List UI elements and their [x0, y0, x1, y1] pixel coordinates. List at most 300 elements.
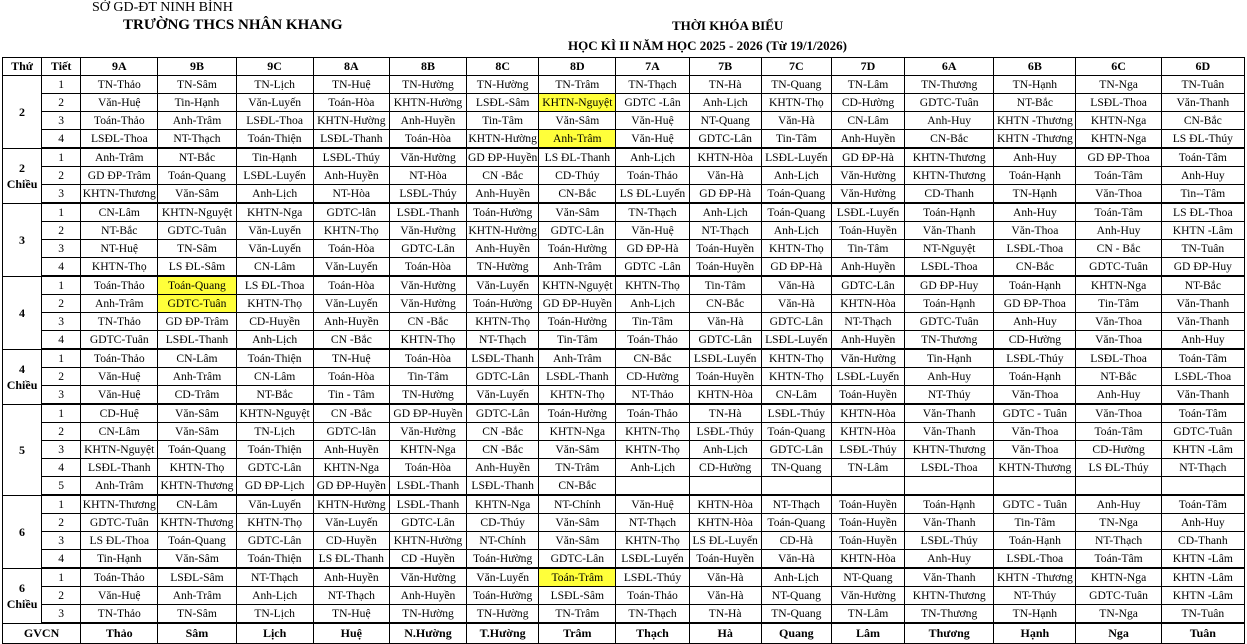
lesson-cell: Toán-Tâm: [1076, 550, 1161, 569]
lesson-cell: Anh-Lịch: [689, 441, 761, 459]
lesson-cell: CN-Lâm: [236, 258, 313, 277]
lesson-cell: Toán-Hường: [467, 587, 539, 605]
lesson-cell: CD-Hường: [994, 331, 1076, 350]
lesson-cell: Tin-Tâm: [467, 112, 539, 130]
lesson-cell: Toán-Hường: [539, 313, 616, 331]
lesson-cell: LSĐL-Luyến: [831, 368, 904, 386]
lesson-cell: KHTN-Hòa: [689, 148, 761, 167]
period-cell: 1: [42, 148, 81, 167]
period-cell: 3: [42, 313, 81, 331]
lesson-cell: GDTC-Tuân: [158, 295, 236, 313]
lesson-cell: Toán-Thảo: [81, 276, 158, 295]
lesson-cell: LS ĐL-Thoa: [236, 276, 313, 295]
lesson-cell: Anh-Huy: [994, 203, 1076, 222]
timetable-grid: [2, 57, 1245, 644]
lesson-cell: Văn-Huệ: [616, 222, 689, 240]
lesson-cell: Toán-Thảo: [616, 587, 689, 605]
department-name: SỞ GD-ĐT NINH BÌNH: [92, 0, 233, 15]
table-row: [3, 587, 1245, 605]
lesson-cell: Văn-Luyến: [236, 222, 313, 240]
table-row: [3, 404, 1245, 423]
lesson-cell: GD ĐP-Huyền: [539, 295, 616, 313]
lesson-cell: TN-Quang: [761, 605, 831, 624]
lesson-cell: Toán-Tâm: [1161, 349, 1244, 368]
lesson-cell: LSĐL-Thoa: [994, 240, 1076, 258]
lesson-cell: Anh-Huyền: [313, 568, 389, 587]
lesson-cell: Tin-Hạnh: [905, 349, 994, 368]
lesson-cell: Anh-Huyền: [313, 441, 389, 459]
table-row: [3, 148, 1245, 167]
lesson-cell: Toán-Thảo: [616, 404, 689, 423]
lesson-cell: Tin-Hạnh: [236, 148, 313, 167]
lesson-cell: Văn-Sâm: [158, 185, 236, 204]
period-cell: 2: [42, 295, 81, 313]
lesson-cell: LSĐL-Thúy: [616, 568, 689, 587]
lesson-cell: Toán-Quang: [761, 185, 831, 204]
period-cell: 2: [42, 222, 81, 240]
lesson-cell: Toán-Hường: [467, 295, 539, 313]
lesson-cell: Văn-Luyến: [313, 295, 389, 313]
lesson-cell: TN-Tuân: [1161, 76, 1244, 94]
lesson-cell: Văn-Sâm: [539, 203, 616, 222]
lesson-cell: KHTN-Thương: [81, 185, 158, 204]
lesson-cell: Anh-Lịch: [616, 295, 689, 313]
lesson-cell: NT-Chính: [539, 495, 616, 514]
lesson-cell: Văn-Hà: [761, 112, 831, 130]
lesson-cell: KHTN-Hòa: [831, 404, 904, 423]
lesson-cell: LS ĐL-Sâm: [158, 258, 236, 277]
lesson-cell: Văn-Hường: [831, 185, 904, 204]
period-cell: 3: [42, 441, 81, 459]
table-row: [3, 331, 1245, 350]
day-label: 5: [19, 442, 26, 457]
lesson-cell: TN-Nga: [1076, 76, 1161, 94]
lesson-cell: LSĐL-Sâm: [158, 568, 236, 587]
lesson-cell: Văn-Huệ: [81, 94, 158, 112]
lesson-cell: NT-Nguyệt: [905, 240, 994, 258]
lesson-cell: Anh-Huy: [1076, 495, 1161, 514]
lesson-cell: Văn-Thanh: [905, 222, 994, 240]
lesson-cell: TN-Hường: [467, 605, 539, 624]
lesson-cell: Anh-Lịch: [616, 148, 689, 167]
lesson-cell: KHTN-Thọ: [616, 423, 689, 441]
lesson-cell: LSĐL-Thoa: [236, 112, 313, 130]
homeroom-teacher: Hạnh: [994, 623, 1076, 644]
lesson-cell: KHTN-Thương: [905, 441, 994, 459]
homeroom-teacher: Tuân: [1161, 623, 1244, 644]
session-label: Chiều: [6, 176, 38, 191]
lesson-cell: LS ĐL-Thoa: [81, 532, 158, 550]
lesson-cell: [905, 477, 994, 496]
lesson-cell: LSĐL-Thoa: [994, 550, 1076, 569]
lesson-cell: GDTC-Lân: [761, 441, 831, 459]
lesson-cell: CN-Bắc: [616, 349, 689, 368]
lesson-cell: GDTC-Lân: [236, 459, 313, 477]
lesson-cell: Văn-Huệ: [81, 386, 158, 405]
period-cell: 4: [42, 459, 81, 477]
lesson-cell: Toán-Hường: [539, 240, 616, 258]
lesson-cell: CD-Thanh: [1161, 532, 1244, 550]
lesson-cell: Văn-Luyến: [467, 276, 539, 295]
lesson-cell: CN -Bắc: [467, 423, 539, 441]
lesson-cell: [1161, 477, 1244, 496]
lesson-cell: Anh-Huy: [1161, 331, 1244, 350]
lesson-cell: Toán-Tâm: [1076, 423, 1161, 441]
lesson-cell: KHTN-Nga: [1076, 130, 1161, 149]
lesson-cell: Toán-Hường: [467, 203, 539, 222]
lesson-cell: CD-Trâm: [158, 386, 236, 405]
lesson-cell: Toán-Thiện: [236, 130, 313, 149]
table-row: [3, 605, 1245, 624]
table-row: [3, 185, 1245, 204]
lesson-cell: LS ĐL-Thúy: [1161, 130, 1244, 149]
lesson-cell: KHTN-Thọ: [761, 349, 831, 368]
lesson-cell: LSĐL-Thanh: [539, 368, 616, 386]
header-class-7a: 7A: [616, 58, 689, 76]
lesson-cell: LSĐL-Luyến: [831, 203, 904, 222]
table-row: [3, 459, 1245, 477]
lesson-cell: NT-Thạch: [831, 313, 904, 331]
header-class-6c: 6C: [1076, 58, 1161, 76]
lesson-cell: TN-Tuân: [1161, 605, 1244, 624]
lesson-cell: LSĐL-Thanh: [467, 349, 539, 368]
lesson-cell: KHTN-Thọ: [158, 459, 236, 477]
lesson-cell: KHTN-Thương: [158, 477, 236, 496]
lesson-cell: Toán-Quang: [158, 532, 236, 550]
lesson-cell: LSĐL-Thanh: [81, 459, 158, 477]
lesson-cell: Anh-Lịch: [616, 459, 689, 477]
lesson-cell: Văn-Hà: [761, 295, 831, 313]
period-cell: 2: [42, 514, 81, 532]
lesson-cell: Anh-Trâm: [81, 295, 158, 313]
lesson-cell: KHTN-Hường: [313, 112, 389, 130]
lesson-cell: NT-Bắc: [81, 222, 158, 240]
lesson-cell: TN-Hạnh: [994, 185, 1076, 204]
lesson-cell: KHTN-Thương: [905, 148, 994, 167]
lesson-cell: NT-Bắc: [1076, 368, 1161, 386]
lesson-cell: Toán-Quang: [761, 423, 831, 441]
day-cell: [3, 568, 42, 623]
lesson-cell: NT-Bắc: [1161, 276, 1244, 295]
lesson-cell: Văn-Sâm: [158, 404, 236, 423]
lesson-cell: GDTC-Lân: [389, 514, 466, 532]
timetable-title: THỜI KHÓA BIỂU: [672, 18, 784, 33]
table-row: [3, 130, 1245, 149]
lesson-cell: TN-Sâm: [158, 240, 236, 258]
lesson-cell: NT-Thúy: [905, 386, 994, 405]
header-class-6a: 6A: [905, 58, 994, 76]
period-cell: 2: [42, 94, 81, 112]
lesson-cell: TN-Thảo: [81, 605, 158, 624]
lesson-cell: Toán-Hòa: [389, 130, 466, 149]
lesson-cell: Anh-Trâm: [81, 148, 158, 167]
lesson-cell: GDTC-Lân: [689, 130, 761, 149]
lesson-cell: Tin-Tâm: [761, 130, 831, 149]
lesson-cell: CN - Bắc: [1076, 240, 1161, 258]
lesson-cell: Văn-Thanh: [1161, 295, 1244, 313]
lesson-cell: KHTN-Thương: [158, 514, 236, 532]
lesson-cell: TN-Thạch: [616, 605, 689, 624]
lesson-cell: KHTN-Thọ: [467, 313, 539, 331]
table-row: [3, 313, 1245, 331]
lesson-cell: Toán-Hường: [467, 550, 539, 569]
period-cell: 3: [42, 112, 81, 130]
lesson-cell: Toán-Hòa: [313, 94, 389, 112]
lesson-cell: LSĐL-Luyến: [236, 167, 313, 185]
period-cell: 1: [42, 568, 81, 587]
lesson-cell: Văn-Thoa: [1076, 404, 1161, 423]
lesson-cell: GDTC-Tuân: [1161, 423, 1244, 441]
lesson-cell: Văn-Hường: [389, 295, 466, 313]
lesson-cell: TN-Lịch: [236, 605, 313, 624]
lesson-cell: TN-Hạnh: [994, 76, 1076, 94]
lesson-cell: KHTN-Thọ: [761, 368, 831, 386]
lesson-cell: Văn-Luyến: [313, 258, 389, 277]
lesson-cell: KHTN-Hường: [389, 532, 466, 550]
lesson-cell: GD ĐP-Huyền: [389, 404, 466, 423]
lesson-cell: [994, 477, 1076, 496]
lesson-cell: Anh-Huyền: [389, 587, 466, 605]
lesson-cell: Toán-Huyền: [831, 532, 904, 550]
lesson-cell: LSĐL-Thanh: [158, 331, 236, 350]
day-label: 4: [19, 361, 26, 376]
lesson-cell: Toán-Hạnh: [905, 295, 994, 313]
lesson-cell: Tin-Tâm: [994, 514, 1076, 532]
lesson-cell: TN-Nga: [1076, 514, 1161, 532]
lesson-cell: TN-Hà: [689, 404, 761, 423]
lesson-cell: Toán-Huyền: [689, 240, 761, 258]
lesson-cell: Toán-Quang: [158, 441, 236, 459]
lesson-cell: Anh-Huyền: [467, 459, 539, 477]
lesson-cell: Toán-Hòa: [313, 368, 389, 386]
homeroom-teacher: Lịch: [236, 623, 313, 644]
lesson-cell: TN-Sâm: [158, 76, 236, 94]
lesson-cell: Văn-Luyến: [236, 94, 313, 112]
lesson-cell: NT-Quang: [761, 587, 831, 605]
lesson-cell: GDTC-Lân: [539, 222, 616, 240]
lesson-cell: TN-Quang: [761, 459, 831, 477]
header-class-9a: 9A: [81, 58, 158, 76]
lesson-cell: Anh-Huyền: [313, 167, 389, 185]
lesson-cell: KHTN-Thọ: [313, 222, 389, 240]
lesson-cell: Anh-Huy: [905, 550, 994, 569]
lesson-cell: LSĐL-Thanh: [389, 495, 466, 514]
lesson-cell: Anh-Trâm: [539, 349, 616, 368]
lesson-cell: Toán-Hòa: [313, 240, 389, 258]
header-class-7c: 7C: [761, 58, 831, 76]
lesson-cell: Tin-Tâm: [539, 331, 616, 350]
homeroom-row: [3, 623, 1245, 644]
header-tiet: Tiết: [42, 58, 81, 76]
table-row: [3, 495, 1245, 514]
lesson-cell: CD-Hà: [761, 532, 831, 550]
lesson-cell: NT-Huệ: [81, 240, 158, 258]
lesson-cell: Toán-Quang: [158, 276, 236, 295]
session-label: Chiều: [6, 377, 38, 392]
day-label: 6: [19, 524, 26, 539]
lesson-cell: KHTN -Lâm: [1161, 222, 1244, 240]
day-cell: [3, 349, 42, 404]
lesson-cell: TN-Thảo: [81, 76, 158, 94]
lesson-cell: Toán-Hạnh: [994, 276, 1076, 295]
lesson-cell: Văn-Hà: [689, 313, 761, 331]
day-cell: [3, 76, 42, 149]
lesson-cell: GD ĐP-Hà: [831, 148, 904, 167]
period-cell: 3: [42, 240, 81, 258]
lesson-cell: CN-Lâm: [158, 349, 236, 368]
lesson-cell: Anh-Huy: [1161, 167, 1244, 185]
lesson-cell: TN-Hường: [389, 605, 466, 624]
lesson-cell: TN-Lịch: [236, 76, 313, 94]
lesson-cell: Văn-Hường: [389, 276, 466, 295]
lesson-cell: LSĐL-Sâm: [539, 587, 616, 605]
lesson-cell: KHTN-Nga: [539, 423, 616, 441]
homeroom-teacher: Sâm: [158, 623, 236, 644]
lesson-cell: Văn-Thoa: [1076, 331, 1161, 350]
lesson-cell: TN-Hường: [467, 258, 539, 277]
period-cell: 2: [42, 587, 81, 605]
lesson-cell: NT-Thạch: [236, 568, 313, 587]
header-class-6d: 6D: [1161, 58, 1244, 76]
lesson-cell: Tin--Tâm: [1161, 185, 1244, 204]
lesson-cell: NT-Chính: [467, 532, 539, 550]
lesson-cell: Văn-Hường: [831, 349, 904, 368]
lesson-cell: [689, 477, 761, 496]
lesson-cell: Anh-Trâm: [158, 368, 236, 386]
lesson-cell: Văn-Hường: [831, 167, 904, 185]
lesson-cell: GD ĐP-Hà: [616, 240, 689, 258]
homeroom-teacher: Lâm: [831, 623, 904, 644]
lesson-cell: KHTN-Hòa: [689, 495, 761, 514]
lesson-cell: LSĐL-Thúy: [831, 441, 904, 459]
lesson-cell: CN-Lâm: [236, 368, 313, 386]
lesson-cell: TN-Lâm: [831, 605, 904, 624]
lesson-cell: CN -Bắc: [467, 441, 539, 459]
lesson-cell: Tin-Hạnh: [81, 550, 158, 569]
lesson-cell: Anh-Huyền: [831, 258, 904, 277]
lesson-cell: TN-Huệ: [313, 76, 389, 94]
lesson-cell: TN-Thạch: [616, 203, 689, 222]
lesson-cell: KHTN-Thương: [905, 587, 994, 605]
lesson-cell: GD ĐP-Lịch: [236, 477, 313, 496]
lesson-cell: Toán-Hường: [539, 404, 616, 423]
lesson-cell: TN-Thương: [905, 605, 994, 624]
header-thu: Thứ: [3, 58, 42, 76]
lesson-cell: KHTN-Thọ: [616, 276, 689, 295]
lesson-cell: Văn-Hà: [761, 276, 831, 295]
lesson-cell: TN-Hà: [689, 76, 761, 94]
lesson-cell: CD-Huyền: [236, 313, 313, 331]
table-row: [3, 568, 1245, 587]
lesson-cell: LSĐL-Thoa: [1076, 94, 1161, 112]
lesson-cell: KHTN-Thọ: [761, 240, 831, 258]
day-cell: [3, 276, 42, 349]
lesson-cell: CD-Thúy: [467, 514, 539, 532]
lesson-cell: CD-Thúy: [539, 167, 616, 185]
lesson-cell: NT-Thạch: [467, 331, 539, 350]
lesson-cell: KHTN -Thương: [994, 112, 1076, 130]
school-name: TRƯỜNG THCS NHÂN KHANG: [123, 17, 343, 33]
lesson-cell: LS ĐL-Luyến: [616, 185, 689, 204]
lesson-cell: CN-Bắc: [1161, 112, 1244, 130]
homeroom-label: GVCN: [3, 623, 81, 644]
lesson-cell: Toán-Tâm: [1161, 495, 1244, 514]
lesson-cell: KHTN-Hòa: [689, 386, 761, 405]
lesson-cell: [831, 477, 904, 496]
lesson-cell: CD-Hường: [616, 368, 689, 386]
lesson-cell: CD-Hường: [831, 94, 904, 112]
lesson-cell: Văn-Sâm: [539, 112, 616, 130]
lesson-cell: Văn-Thoa: [994, 423, 1076, 441]
lesson-cell: LSĐL-Thoa: [905, 258, 994, 277]
lesson-cell: GDTC-lân: [313, 423, 389, 441]
lesson-cell: GDTC -Lân: [616, 258, 689, 277]
lesson-cell: Toán-Tâm: [1076, 167, 1161, 185]
lesson-cell: TN-Thạch: [616, 76, 689, 94]
lesson-cell: CN-Bắc: [994, 258, 1076, 277]
lesson-cell: KHTN-Nguyệt: [539, 94, 616, 112]
lesson-cell: GDTC-Tuân: [1076, 258, 1161, 277]
lesson-cell: NT-Thạch: [1161, 459, 1244, 477]
period-cell: 1: [42, 76, 81, 94]
lesson-cell: TN-Thương: [905, 76, 994, 94]
lesson-cell: Toán-Thảo: [616, 167, 689, 185]
lesson-cell: Anh-Huy: [1161, 514, 1244, 532]
lesson-cell: LSĐL-Thúy: [905, 532, 994, 550]
lesson-cell: CN -Bắc: [313, 331, 389, 350]
lesson-cell: Anh-Lịch: [236, 331, 313, 350]
lesson-cell: GDTC-Lân: [831, 276, 904, 295]
homeroom-teacher: N.Hường: [389, 623, 466, 644]
lesson-cell: Toán-Tâm: [1161, 148, 1244, 167]
lesson-cell: Anh-Trâm: [158, 587, 236, 605]
lesson-cell: Tin-Tâm: [689, 276, 761, 295]
period-cell: 2: [42, 368, 81, 386]
day-label: 4: [19, 305, 26, 320]
period-cell: 4: [42, 331, 81, 350]
lesson-cell: NT-Thạch: [761, 495, 831, 514]
lesson-cell: LSĐL-Thoa: [1076, 349, 1161, 368]
homeroom-teacher: T.Hường: [467, 623, 539, 644]
lesson-cell: KHTN-Hường: [313, 495, 389, 514]
day-cell: [3, 404, 42, 495]
day-label: 3: [19, 232, 26, 247]
lesson-cell: KHTN -Thương: [994, 130, 1076, 149]
lesson-cell: KHTN-Hòa: [689, 514, 761, 532]
lesson-cell: LSĐL-Thoa: [905, 459, 994, 477]
lesson-cell: TN-Trâm: [539, 76, 616, 94]
lesson-cell: LS ĐL-Thúy: [1076, 459, 1161, 477]
lesson-cell: Văn-Sâm: [539, 441, 616, 459]
day-label: 2: [19, 104, 26, 119]
lesson-cell: Anh-Huy: [905, 368, 994, 386]
lesson-cell: NT-Thạch: [616, 514, 689, 532]
lesson-cell: NT-Thúy: [994, 587, 1076, 605]
lesson-cell: CN -Bắc: [313, 404, 389, 423]
period-cell: 3: [42, 532, 81, 550]
lesson-cell: KHTN -Lâm: [1161, 550, 1244, 569]
period-cell: 2: [42, 167, 81, 185]
lesson-cell: Anh-Lịch: [689, 203, 761, 222]
session-label: Chiều: [6, 596, 38, 611]
header-class-8b: 8B: [389, 58, 466, 76]
period-cell: 3: [42, 185, 81, 204]
lesson-cell: KHTN-Nguyệt: [539, 276, 616, 295]
table-row: [3, 295, 1245, 313]
lesson-cell: GDTC-lân: [313, 203, 389, 222]
lesson-cell: Anh-Huy: [905, 112, 994, 130]
lesson-cell: NT-Bắc: [158, 148, 236, 167]
